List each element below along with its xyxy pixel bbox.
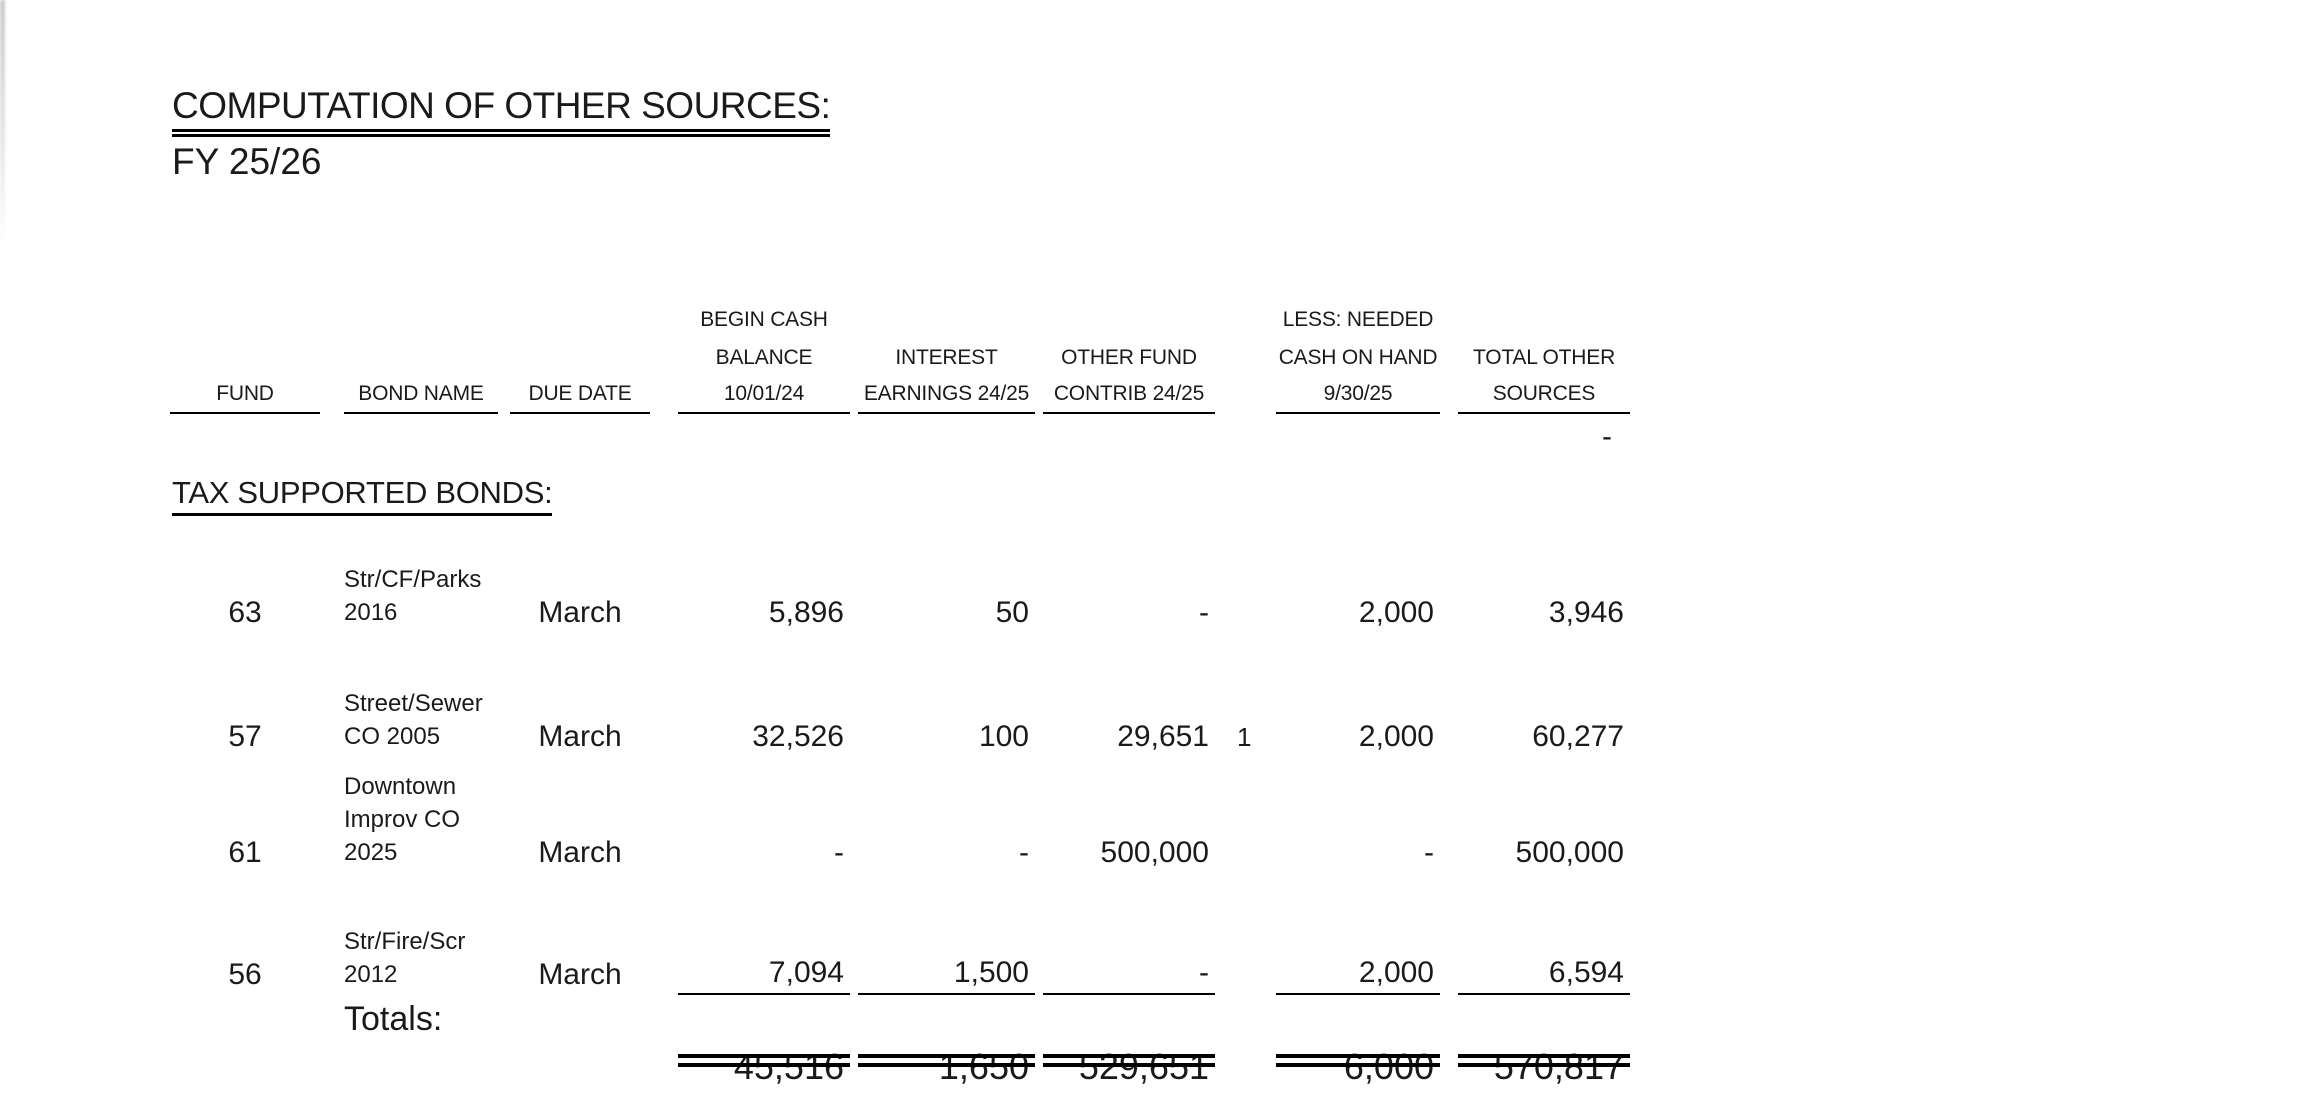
- begin-cash-cell: 32,526: [752, 720, 844, 753]
- fund-cell: 63: [228, 596, 262, 629]
- header-less-needed-line2: CASH ON HAND: [1278, 346, 1438, 369]
- header-less-needed-line1: LESS: NEEDED: [1282, 308, 1434, 331]
- total-other-cell: 60,277: [1532, 720, 1624, 753]
- footnote-marker: 1: [1237, 722, 1252, 752]
- header-due-date: DUE DATE: [510, 376, 650, 414]
- header-row-2: [170, 338, 1630, 376]
- bonds-table: [170, 300, 1630, 1087]
- totals-row: [170, 995, 1630, 1087]
- double-rule: [1276, 1054, 1440, 1067]
- bond-name-cell: Str/CF/Parks 2016: [344, 566, 482, 626]
- bond-name-cell: Str/Fire/Scr 2012: [344, 928, 466, 988]
- other-fund-cell: -: [1199, 596, 1209, 629]
- header-less-needed-line3: 9/30/25: [1276, 376, 1440, 414]
- interest-cell: 100: [978, 720, 1029, 753]
- bond-name-cell: Street/Sewer CO 2005: [344, 690, 483, 750]
- header-total-other-line2: SOURCES: [1458, 376, 1630, 414]
- totals-total-other: 570,817: [1493, 1046, 1624, 1087]
- table-row-fund-57: [170, 687, 1630, 751]
- table-row-fund-61: [170, 751, 1630, 873]
- interest-cell: 1,500: [858, 953, 1035, 995]
- table-row-fund-56: [170, 873, 1630, 995]
- spacer-row: [170, 633, 1630, 687]
- other-fund-cell: 29,651: [1117, 720, 1209, 753]
- header-interest-line2: EARNINGS 24/25: [858, 376, 1035, 414]
- cash-on-hand-cell: 2,000: [1276, 953, 1440, 995]
- totals-begin-cash: 45,516: [733, 1046, 844, 1087]
- title-block: [172, 84, 830, 183]
- header-begin-cash-line3: 10/01/24: [678, 376, 850, 414]
- header-begin-cash-line2: BALANCE: [715, 346, 813, 369]
- header-interest-line1: INTEREST: [895, 346, 998, 369]
- total-other-dash-value: -: [1602, 420, 1612, 453]
- due-date-cell: March: [538, 596, 622, 629]
- section-heading: TAX SUPPORTED BONDS:: [172, 475, 1043, 516]
- due-date-cell: March: [538, 720, 622, 753]
- total-other-cell: 6,594: [1458, 953, 1630, 995]
- totals-interest: 1,650: [938, 1046, 1029, 1087]
- other-fund-cell: 500,000: [1100, 836, 1209, 869]
- totals-other-fund: 529,651: [1078, 1046, 1209, 1087]
- begin-cash-cell: 5,896: [768, 596, 844, 629]
- header-fund: FUND: [170, 376, 320, 414]
- cash-on-hand-cell: -: [1424, 836, 1434, 869]
- fund-cell: 61: [228, 836, 262, 869]
- totals-cash-on-hand: 6,000: [1343, 1046, 1434, 1087]
- due-date-cell: March: [538, 836, 622, 869]
- due-date-cell: March: [538, 958, 622, 991]
- header-total-other-line1: TOTAL OTHER: [1472, 346, 1616, 369]
- header-row-3: [170, 376, 1630, 414]
- header-other-fund-line2: CONTRIB 24/25: [1043, 376, 1215, 414]
- double-rule: [858, 1054, 1035, 1067]
- totals-label: Totals:: [344, 1000, 443, 1038]
- total-other-cell: 3,946: [1548, 596, 1624, 629]
- fund-cell: 56: [228, 958, 262, 991]
- double-rule: [1458, 1054, 1630, 1067]
- cash-on-hand-cell: 2,000: [1358, 720, 1434, 753]
- double-rule: [1043, 1054, 1215, 1067]
- interest-cell: -: [1019, 836, 1029, 869]
- page-title: COMPUTATION OF OTHER SOURCES:: [172, 84, 830, 137]
- begin-cash-cell: 7,094: [678, 953, 850, 995]
- header-bond-name: BOND NAME: [344, 376, 498, 414]
- section-heading-row: [170, 458, 1630, 516]
- header-other-fund-line1: OTHER FUND: [1061, 346, 1197, 369]
- bond-name-cell: Downtown Improv CO 2025: [344, 773, 461, 866]
- fiscal-year-label: FY 25/26: [172, 141, 322, 182]
- interest-cell: 50: [995, 596, 1029, 629]
- dash-row: [170, 414, 1630, 458]
- spacer-row: [170, 516, 1630, 559]
- double-rule: [678, 1054, 850, 1067]
- table-row-fund-63: [170, 559, 1630, 633]
- other-fund-cell: -: [1043, 953, 1215, 995]
- begin-cash-cell: -: [834, 836, 844, 869]
- header-row-1: [170, 300, 1630, 338]
- header-begin-cash-line1: BEGIN CASH: [700, 308, 828, 331]
- fund-cell: 57: [228, 720, 262, 753]
- page-edge-shadow: [0, 0, 5, 245]
- total-other-cell: 500,000: [1515, 836, 1624, 869]
- cash-on-hand-cell: 2,000: [1358, 596, 1434, 629]
